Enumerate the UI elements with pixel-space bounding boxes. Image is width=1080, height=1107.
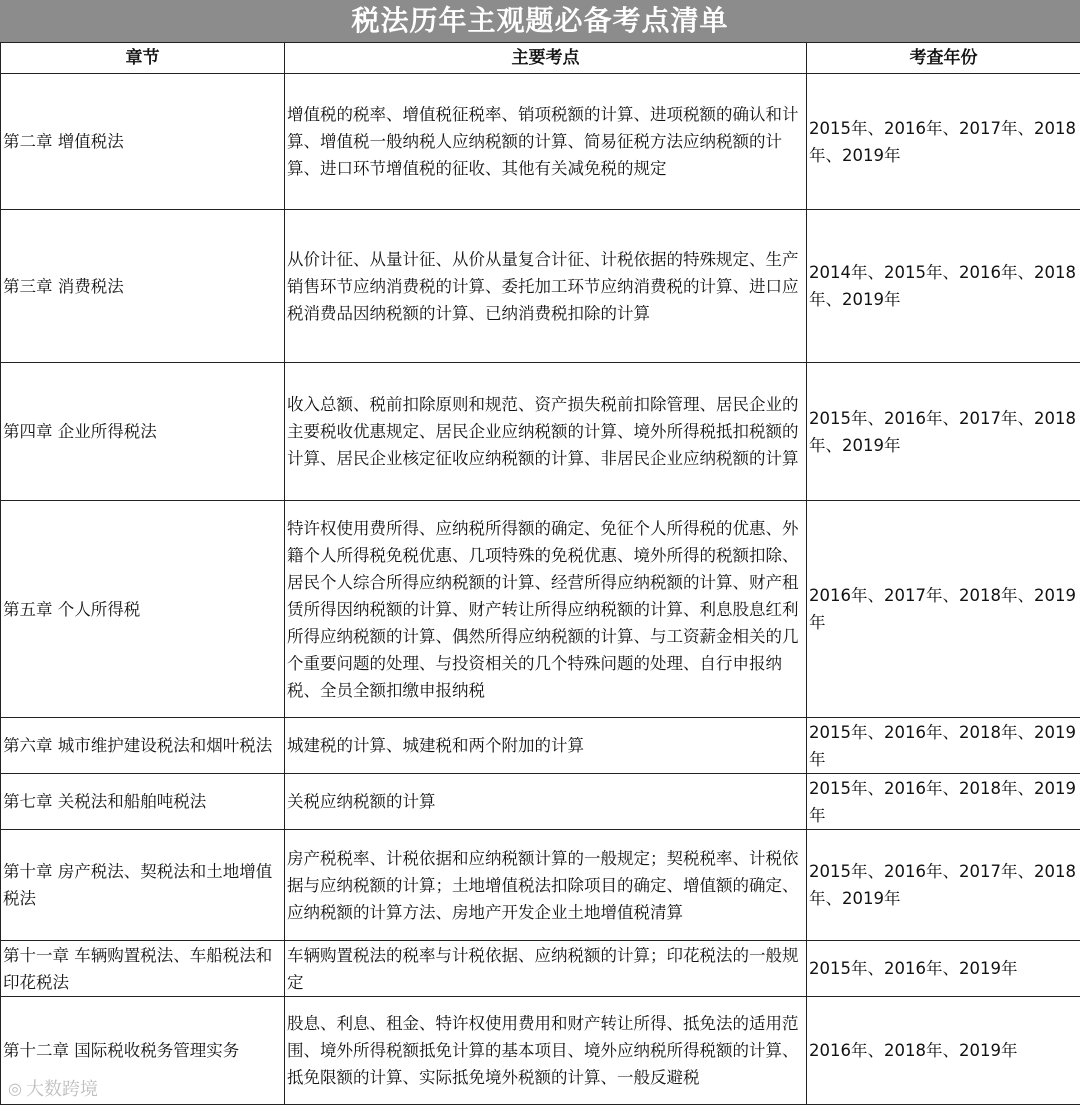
- page-title: 税法历年主观题必备考点清单: [0, 0, 1080, 42]
- header-points: 主要考点: [285, 43, 807, 74]
- table-row: [1, 210, 1080, 363]
- years-cell: 2015年、2016年、2018年、2019年: [807, 774, 1080, 830]
- points-cell: 增值税的税率、增值税征税率、销项税额的计算、进项税额的确认和计算、增值税一般纳税人应纳税额的计算、简易征税方法应纳税额的计算、进口环节增值税的征收、其他有关减免税的规定: [285, 74, 807, 210]
- years-cell: 2015年、2016年、2019年: [807, 941, 1080, 997]
- chapter-cell: 第五章 个人所得税: [1, 501, 285, 718]
- header-chapter: 章节: [1, 43, 285, 74]
- watermark-text: 大数跨境: [25, 1079, 98, 1100]
- chapter-cell: 第七章 关税法和船舶吨税法: [1, 774, 285, 830]
- header-years: 考查年份: [807, 43, 1080, 74]
- years-cell: 2015年、2016年、2017年、2018年、2019年: [807, 74, 1080, 210]
- brand-logo-icon: ◎: [8, 1078, 22, 1098]
- watermark-logo: [8, 1075, 98, 1101]
- chapter-cell: 第十一章 车辆购置税法、车船税法和印花税法: [1, 941, 285, 997]
- points-cell: 关税应纳税额的计算: [285, 774, 807, 830]
- chapter-cell: 第六章 城市维护建设税法和烟叶税法: [1, 718, 285, 774]
- table-row: [1, 774, 1080, 830]
- table-row: [1, 718, 1080, 774]
- points-cell: 房产税税率、计税依据和应纳税额计算的一般规定；契税税率、计税依据与应纳税额的计算；土地增值税法扣除项目的确定、增值额的确定、应纳税额的计算方法、房地产开发企业土地增值税清算: [285, 830, 807, 941]
- years-cell: 2015年、2016年、2018年、2019年: [807, 718, 1080, 774]
- chapter-cell: 第十章 房产税法、契税法和土地增值税法: [1, 830, 285, 941]
- points-cell: 股息、利息、租金、特许权使用费用和财产转让所得、抵免法的适用范围、境外所得税额抵免计算的基本项目、境外应纳税所得税额的计算、抵免限额的计算、实际抵免境外税额的计算、一般反避税: [285, 997, 807, 1105]
- years-cell: 2015年、2016年、2017年、2018年、2019年: [807, 363, 1080, 501]
- chapter-cell: 第二章 增值税法: [1, 74, 285, 210]
- chapter-cell: 第十二章 国际税收税务管理实务: [1, 997, 285, 1105]
- points-cell: 城建税的计算、城建税和两个附加的计算: [285, 718, 807, 774]
- chapter-cell: 第四章 企业所得税法: [1, 363, 285, 501]
- years-cell: 2016年、2018年、2019年: [807, 997, 1080, 1105]
- table-row: [1, 830, 1080, 941]
- table-row: [1, 501, 1080, 718]
- table-header-row: [1, 43, 1080, 74]
- years-cell: 2014年、2015年、2016年、2018年、2019年: [807, 210, 1080, 363]
- table-row: [1, 74, 1080, 210]
- points-cell: 从价计征、从量计征、从价从量复合计征、计税依据的特殊规定、生产销售环节应纳消费税的计算、委托加工环节应纳消费税的计算、进口应税消费品因纳税额的计算、已纳消费税扣除的计算: [285, 210, 807, 363]
- table-row: [1, 997, 1080, 1105]
- table-row: [1, 363, 1080, 501]
- years-cell: 2016年、2017年、2018年、2019年: [807, 501, 1080, 718]
- points-cell: 特许权使用费所得、应纳税所得额的确定、免征个人所得税的优惠、外籍个人所得税免税优惠、几项特殊的免税优惠、境外所得的税额扣除、居民个人综合所得应纳税额的计算、经营所得应纳税额的计算、财产租赁所得因纳税额的计算、财产转让所得应纳税额的计算、利息股息红利所得应纳税额的计算、偶然所得应纳税额的计算、与工资薪金相关的几个重要问题的处理、与投资相关的几个特殊问题的处理、自行申报纳税、全员全额扣缴申报纳税: [285, 501, 807, 718]
- points-cell: 车辆购置税法的税率与计税依据、应纳税额的计算；印花税法的一般规定: [285, 941, 807, 997]
- years-cell: 2015年、2016年、2017年、2018年、2019年: [807, 830, 1080, 941]
- exam-points-table: [0, 42, 1080, 1105]
- points-cell: 收入总额、税前扣除原则和规范、资产损失税前扣除管理、居民企业的主要税收优惠规定、居民企业应纳税额的计算、境外所得税抵扣税额的计算、居民企业核定征收应纳税额的计算、非居民企业应纳税额的计算: [285, 363, 807, 501]
- chapter-cell: 第三章 消费税法: [1, 210, 285, 363]
- table-row: [1, 941, 1080, 997]
